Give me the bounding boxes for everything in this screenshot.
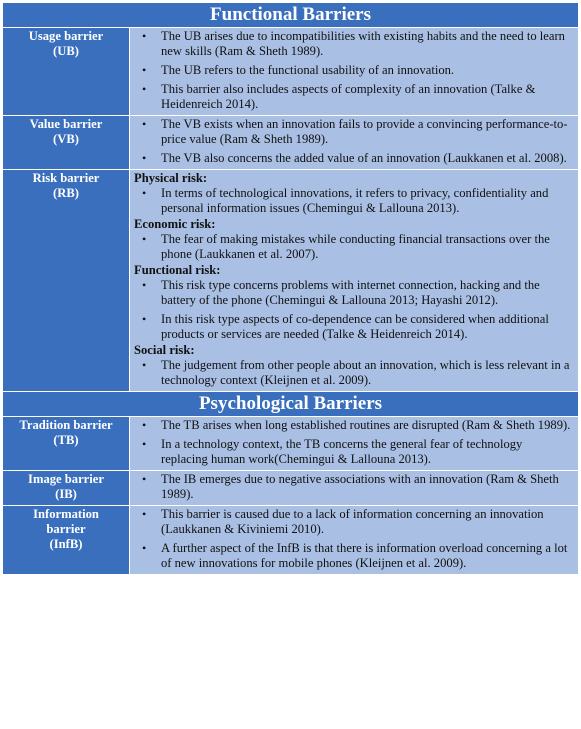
- functional-barriers-heading: Functional Barriers: [3, 3, 579, 28]
- bullet-item: • The judgement from other people about an innovation, which is less relevant in a technology context (Kleijnen et al. 2009).: [134, 358, 572, 388]
- bullet-item: • In terms of technological innovations, it refers to privacy, confidentiality and personal information issues (Chemingui & Lallouna 2013).: [134, 186, 572, 216]
- value-barrier-label-line: Value barrier: [29, 117, 103, 131]
- tradition-barrier-label: [3, 417, 130, 471]
- barriers-table: [2, 2, 579, 575]
- barriers-table-body: [3, 3, 579, 575]
- image-barrier-description: [130, 471, 579, 506]
- bullet-item: • The fear of making mistakes while conducting financial transactions over the phone (Laukkanen et al. 2007).: [134, 232, 572, 262]
- bullet-list: [134, 472, 572, 502]
- image-barrier-label-line: Image barrier: [28, 472, 104, 486]
- bullet-list: [134, 186, 572, 216]
- tradition-barrier-description: [130, 417, 579, 471]
- risk-barrier-description: [130, 170, 579, 392]
- bullet-item: • The VB also concerns the added value of an innovation (Laukkanen et al. 2008).: [134, 151, 572, 166]
- usage-barrier-label: [3, 28, 130, 116]
- image-barrier-row: [3, 471, 579, 506]
- tradition-barrier-label-line: Tradition barrier: [19, 418, 113, 432]
- value-barrier-row: [3, 116, 579, 170]
- value-barrier-label-line: (VB): [53, 132, 79, 146]
- information-description: [130, 506, 579, 575]
- risk-barrier-label-line: Risk barrier: [32, 171, 100, 185]
- information-label-line: Information: [33, 507, 99, 521]
- bullet-list: [134, 232, 572, 262]
- bullet-item: • This risk type concerns problems with internet connection, hacking and the battery of the phone (Chemingui & Lallouna 2013; Hayashi 2012).: [134, 278, 572, 308]
- risk-barrier-row: [3, 170, 579, 392]
- bullet-item: • This barrier also includes aspects of complexity of an innovation (Talke & Heidenreich 2014).: [134, 82, 572, 112]
- bullet-item: • The UB arises due to incompatibilities with existing habits and the need to learn new skills (Ram & Sheth 1989).: [134, 29, 572, 59]
- bullet-item: • The TB arises when long established routines are disrupted (Ram & Sheth 1989).: [134, 418, 572, 433]
- bullet-list: [134, 278, 572, 342]
- value-barrier-label: [3, 116, 130, 170]
- information-label-line: barrier: [46, 522, 86, 536]
- bullet-list: [134, 418, 572, 467]
- information-row: [3, 506, 579, 575]
- information-label-line: (InfB): [49, 537, 83, 551]
- bullet-list: [134, 29, 572, 112]
- social-risk-heading: Social risk:: [134, 343, 195, 357]
- bullet-item: • The IB emerges due to negative associations with an innovation (Ram & Sheth 1989).: [134, 472, 572, 502]
- information-label: [3, 506, 130, 575]
- bullet-list: [134, 117, 572, 166]
- bullet-item: • The UB refers to the functional usability of an innovation.: [134, 63, 572, 78]
- value-barrier-description: [130, 116, 579, 170]
- functional-risk-heading: Functional risk:: [134, 263, 221, 277]
- bullet-item: • A further aspect of the InfB is that there is information overload concerning a lot of new innovations for mobile phones (Kleijnen et al. 2009).: [134, 541, 572, 571]
- psychological-section-header-row: [3, 392, 579, 417]
- image-barrier-label: [3, 471, 130, 506]
- usage-barrier-label-line: (UB): [53, 44, 79, 58]
- bullet-list: [134, 507, 572, 571]
- psychological-barriers-heading: Psychological Barriers: [3, 392, 579, 417]
- tradition-barrier-row: [3, 417, 579, 471]
- usage-barrier-label-line: Usage barrier: [28, 29, 104, 43]
- functional-section-header-row: [3, 3, 579, 28]
- economic-risk-heading: Economic risk:: [134, 217, 216, 231]
- bullet-item: • This barrier is caused due to a lack of information concerning an innovation (Laukkanen & Kiviniemi 2010).: [134, 507, 572, 537]
- usage-barrier-row: [3, 28, 579, 116]
- tradition-barrier-label-line: (TB): [53, 433, 79, 447]
- bullet-item: • In this risk type aspects of co-dependence can be considered when additional products or services are needed (Talke & Heidenreich 2014).: [134, 312, 572, 342]
- bullet-item: • In a technology context, the TB concerns the general fear of technology replacing human work(Chemingui & Lallouna 2013).: [134, 437, 572, 467]
- physical-risk-heading: Physical risk:: [134, 171, 208, 185]
- bullet-item: • The VB exists when an innovation fails to provide a convincing performance-to-price value (Ram & Sheth 1989).: [134, 117, 572, 147]
- risk-barrier-label-line: (RB): [53, 186, 79, 200]
- risk-barrier-label: [3, 170, 130, 392]
- image-barrier-label-line: (IB): [55, 487, 77, 501]
- usage-barrier-description: [130, 28, 579, 116]
- bullet-list: [134, 358, 572, 388]
